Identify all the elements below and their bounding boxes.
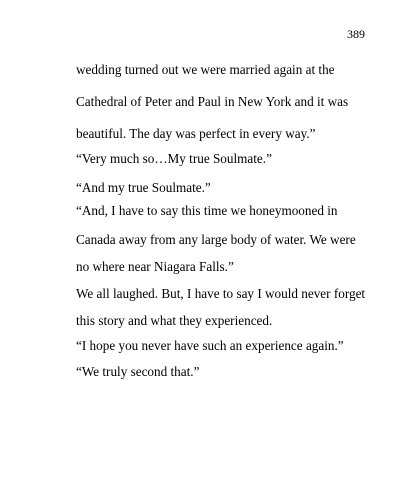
text-line: “I hope you never have such an experience again.” (76, 338, 344, 353)
text-line: “We truly second that.” (76, 364, 200, 379)
page-number: 389 (347, 27, 365, 41)
text-line: wedding turned out we were married again at the (76, 62, 335, 77)
text-line: “And, I have to say this time we honeymooned in (76, 203, 338, 218)
text-line: beautiful. The day was perfect in every way.” (76, 126, 316, 141)
text-line: We all laughed. But, I have to say I would never forget (76, 286, 366, 301)
text-line: “And my true Soulmate.” (76, 180, 211, 195)
text-line: “Very much so…My true Soulmate.” (76, 151, 272, 166)
text-line: this story and what they experienced. (76, 313, 273, 328)
text-line: Canada away from any large body of water. We were (76, 232, 356, 247)
text-line: no where near Niagara Falls.” (76, 259, 234, 274)
text-line: Cathedral of Peter and Paul in New York and it was (76, 94, 349, 109)
